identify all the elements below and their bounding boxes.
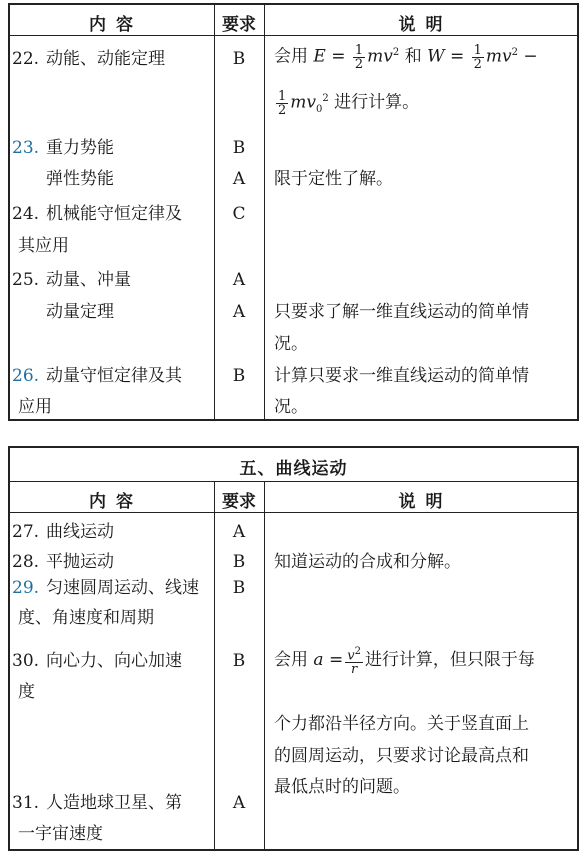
item-number: 31.: [12, 793, 40, 813]
item-note: 况。: [274, 397, 308, 417]
item-name: 人造地球卫星、第: [46, 793, 182, 813]
item-number: 28.: [12, 552, 40, 572]
item-name: 弹性势能: [46, 169, 114, 189]
item-requirement: B: [232, 366, 246, 386]
item-requirement: A: [232, 169, 246, 189]
item-name: 应用: [18, 397, 52, 417]
header-content: 内 容: [89, 492, 135, 512]
item-note: 最低点时的问题。: [274, 777, 410, 797]
item-requirement: B: [232, 49, 246, 69]
item-number: 29.: [12, 578, 40, 598]
header-divider: [10, 35, 577, 36]
item-name: 重力势能: [46, 138, 114, 158]
header-content: 内 容: [89, 15, 135, 35]
item-number: 23.: [12, 138, 40, 158]
item-requirement: A: [232, 270, 246, 290]
item-requirement: B: [232, 651, 246, 671]
item-name: 动量、冲量: [46, 270, 131, 290]
item-note: 况。: [274, 334, 308, 354]
table-mechanics-energy: [8, 3, 579, 421]
header-requirement: 要求: [222, 492, 256, 512]
item-note: 会用 a = $\frac{v^2}{r}$ 进行计算，但只限于每: [274, 646, 535, 678]
column-divider: [264, 5, 265, 419]
item-requirement: A: [232, 522, 246, 542]
header-notes: 说 明: [398, 492, 445, 512]
item-note: 会用 E = $\frac{1}{2}$ $mv^2$ 和 W = $\frac{1}{2}$ $mv^2$ −: [274, 42, 538, 72]
item-name: 机械能守恒定律及: [46, 204, 182, 224]
item-note: 计算只要求一维直线运动的简单情: [274, 366, 529, 386]
item-note: $\frac{1}{2}$ $mv_0^2$ 进行计算。: [278, 88, 420, 118]
header-divider: [10, 512, 577, 513]
item-name: 曲线运动: [46, 522, 114, 542]
item-name: 度、角速度和周期: [18, 608, 154, 628]
table-curvilinear-motion: [8, 446, 579, 851]
column-divider: [264, 481, 265, 849]
item-name: 动量守恒定律及其: [46, 366, 182, 386]
item-requirement: B: [232, 138, 246, 158]
item-requirement: C: [232, 204, 246, 224]
item-note: 只要求了解一维直线运动的简单情: [274, 302, 529, 322]
header-requirement: 要求: [222, 15, 256, 35]
item-number: 24.: [12, 204, 40, 224]
title-divider: [10, 481, 577, 482]
item-name: 向心力、向心加速: [46, 651, 182, 671]
header-notes: 说 明: [398, 15, 445, 35]
item-name: 动能、动能定理: [46, 49, 165, 69]
item-name: 匀速圆周运动、线速: [46, 578, 199, 598]
item-name: 一宇宙速度: [18, 824, 103, 844]
item-name: 度: [18, 682, 35, 702]
item-number: 27.: [12, 522, 40, 542]
item-number: 26.: [12, 366, 40, 386]
item-name: 动量定理: [46, 302, 114, 322]
section-title: 五、曲线运动: [239, 459, 348, 479]
item-requirement: B: [232, 578, 246, 598]
item-name: 平抛运动: [46, 552, 114, 572]
item-name: 其应用: [18, 236, 69, 256]
item-requirement: B: [232, 552, 246, 572]
item-note: 知道运动的合成和分解。: [274, 552, 461, 572]
item-number: 22.: [12, 49, 40, 69]
item-note: 个力都沿半径方向。关于竖直面上: [274, 714, 529, 734]
item-note: 的圆周运动，只要求讨论最高点和: [274, 746, 529, 766]
item-number: 30.: [12, 651, 40, 671]
item-requirement: A: [232, 793, 246, 813]
item-note: 限于定性了解。: [274, 169, 393, 189]
item-number: 25.: [12, 270, 40, 290]
item-requirement: A: [232, 302, 246, 322]
